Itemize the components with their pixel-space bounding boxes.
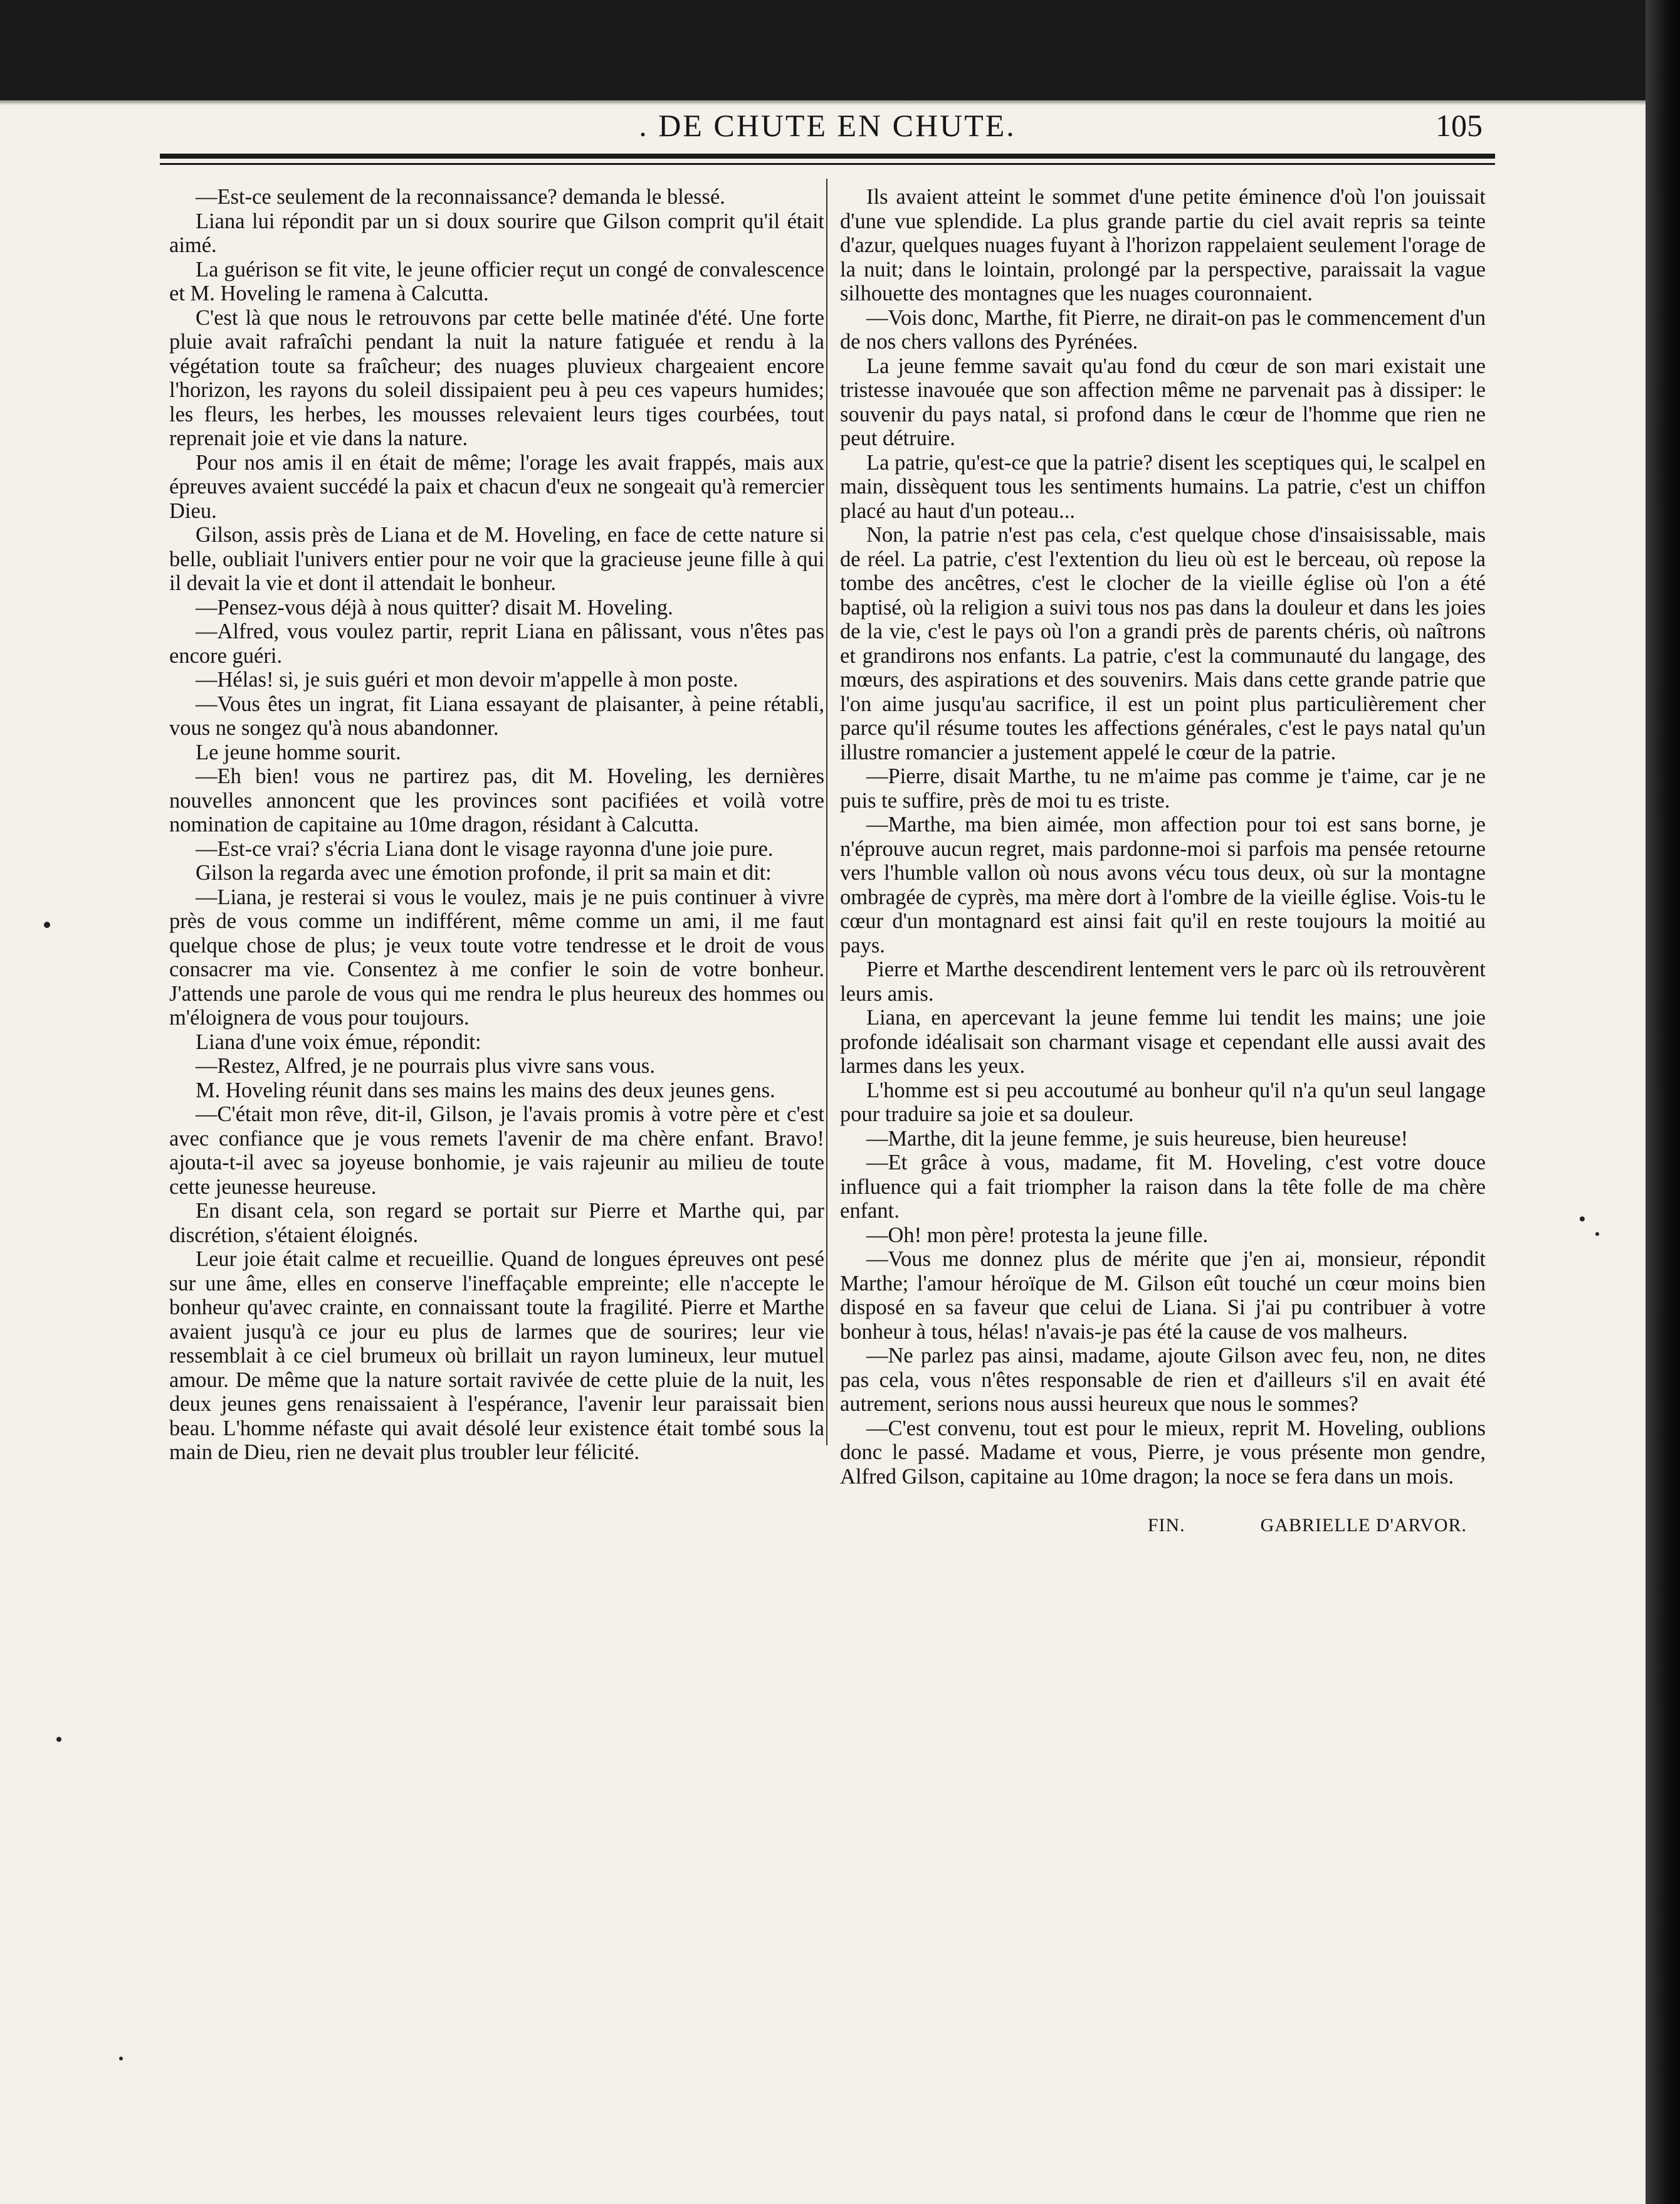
paragraph: La jeune femme savait qu'au fond du cœur de son mari existait une tristesse inavouée que son affection même ne parvenait pas à dissiper: le souvenir du pays natal, si profond dans le cœur de l'homme que rien ne peut détruire.: [840, 354, 1486, 450]
paragraph: —Pensez-vous déjà à nous quitter? disait M. Hoveling.: [196, 595, 673, 620]
scan-speck: [1595, 1232, 1599, 1236]
signature-line: [840, 1514, 1486, 1538]
page-number: 105: [1436, 108, 1483, 143]
paragraph: —Et grâce à vous, madame, fit M. Hoveling, c'est votre douce influence qui a fait triompher la raison dans la tête folle de ma chère enfant.: [840, 1151, 1486, 1223]
scan-speck: [1580, 1216, 1585, 1221]
paragraph: Liana d'une voix émue, répondit:: [196, 1030, 481, 1054]
paragraph: La patrie, qu'est-ce que la patrie? disent les sceptiques qui, le scalpel en main, dissèquent tous les sentiments humains. La patrie, c'est un chiffon placé au haut d'un poteau...: [840, 450, 1486, 523]
paragraph: —Est-ce seulement de la reconnaissance? demanda le blessé.: [196, 185, 725, 209]
paragraph: —C'est convenu, tout est pour le mieux, reprit M. Hoveling, oublions donc le passé. Madame et vous, Pierre, je vous présente mon gendre, Alfred Gilson, capitaine au 10me dragon; la noce se fera dans un mois.: [840, 1416, 1486, 1489]
paragraph: —Liana, je resterai si vous le voulez, mais je ne puis continuer à vivre près de vous comme un indifférent, même comme un ami, il me faut quelque chose de plus; je veux toute votre tendresse et le droit de vous consacrer ma vie. Consentez à me confier le soin de votre bonheur. J'attends une parole de vous qui me rendra le plus heureux des hommes ou m'éloignera de vous pour toujours.: [169, 885, 824, 1030]
scan-speck: [44, 922, 50, 928]
paragraph: Pour nos amis il en était de même; l'orage les avait frappés, mais aux épreuves avaient succédé la paix et chacun d'eux ne songeait qu'à remercier Dieu.: [169, 450, 824, 523]
paragraph: En disant cela, son regard se portait sur Pierre et Marthe qui, par discrétion, s'étaient éloignés.: [169, 1199, 824, 1247]
paragraph: L'homme est si peu accoutumé au bonheur qu'il n'a qu'un seul langage pour traduire sa joie et sa douleur.: [840, 1078, 1486, 1126]
scan-top-edge: [0, 0, 1680, 100]
scan-right-edge: [1646, 0, 1680, 2204]
header-rule-thin: [160, 163, 1495, 165]
paragraph: —Hélas! si, je suis guéri et mon devoir m'appelle à mon poste.: [196, 668, 738, 692]
paragraph: —C'était mon rêve, dit-il, Gilson, je l'avais promis à votre père et c'est avec confiance que je vous remets l'avenir de ma chère enfant. Bravo! ajouta-t-il avec sa joyeuse bonhomie, je vais rajeunir au milieu de toute cette jeunesse heureuse.: [169, 1102, 824, 1199]
paragraph: —Vous me donnez plus de mérite que j'en ai, monsieur, répondit Marthe; l'amour héroïque de M. Gilson eût touché un cœur moins bien disposé en sa faveur que celui de Liana. Si j'ai pu contribuer à votre bonheur à tous, hélas! n'avais-je pas été la cause de vos malheurs.: [840, 1247, 1486, 1344]
scan-speck: [56, 1737, 61, 1742]
left-column: [169, 185, 824, 1465]
book-page: [160, 103, 1495, 2141]
paragraph: —Restez, Alfred, je ne pourrais plus vivre sans vous.: [196, 1054, 655, 1078]
paragraph: —Oh! mon père! protesta la jeune fille.: [866, 1223, 1209, 1247]
paragraph: Leur joie était calme et recueillie. Quand de longues épreuves ont pesé sur une âme, elles en conserve l'ineffaçable empreinte; elle n'accepte le bonheur qu'avec crainte, en connaissant toute la fragilité. Pierre et Marthe avaient jusqu'à ce jour eu plus de larmes que de sourires; leur vie ressemblait à ce ciel brumeux où brillait un rayon lumineux, leur mutuel amour. De même que la nature sortait ravivée de cette pluie de la nuit, les deux jeunes gens renaissaient à l'espérance, l'avenir leur paraissait bien beau. L'homme néfaste qui avait désolé leur existence était tombé sous la main de Dieu, rien ne devait plus troubler leur félicité.: [169, 1247, 824, 1464]
scan-speck: [119, 2057, 123, 2060]
header-rule-thick: [160, 154, 1495, 159]
column-divider: [826, 179, 827, 1445]
paragraph: —Marthe, ma bien aimée, mon affection pour toi est sans borne, je n'éprouve aucun regret, mais pardonne-moi si parfois ma pensée retourne vers l'humble vallon où nous avons vécu tous deux, où sur la montagne ombragée de cyprès, ma mère dort à l'ombre de la vieille église. Vois-tu le cœur d'un montagnard est ainsi fait qu'il en reste toujours la moitié au pays.: [840, 813, 1486, 957]
paragraph: Gilson la regarda avec une émotion profonde, il prit sa main et dit:: [196, 861, 772, 885]
paragraph: —Est-ce vrai? s'écria Liana dont le visage rayonna d'une joie pure.: [196, 836, 774, 861]
author-signature: GABRIELLE D'ARVOR.: [1260, 1515, 1467, 1536]
paragraph: Le jeune homme sourit.: [196, 740, 401, 764]
paragraph: Gilson, assis près de Liana et de M. Hoveling, en face de cette nature si belle, oubliait l'univers entier pour ne voir que la gracieuse jeune fille à qui il devait la vie et dont il attendait le bonheur.: [169, 523, 824, 595]
paragraph: La guérison se fit vite, le jeune officier reçut un congé de convalescence et M. Hoveling le ramena à Calcutta.: [169, 257, 824, 305]
paragraph: —Vous êtes un ingrat, fit Liana essayant de plaisanter, à peine rétabli, vous ne songez qu'à nous abandonner.: [169, 692, 824, 740]
paragraph: Ils avaient atteint le sommet d'une petite éminence d'où l'on jouissait d'une vue splendide. La plus grande partie du ciel avait repris sa teinte d'azur, quelques nuages fuyant à l'horizon rappelaient seulement l'orage de la nuit; dans le lointain, prolongé par la perspective, paraissait la vague silhouette des montagnes que les nuages couronnaient.: [840, 185, 1486, 305]
paragraph: —Alfred, vous voulez partir, reprit Liana en pâlissant, vous n'êtes pas encore guéri.: [169, 620, 824, 668]
end-mark: FIN.: [1147, 1515, 1185, 1536]
paragraph: Pierre et Marthe descendirent lentement vers le parc où ils retrouvèrent leurs amis.: [840, 957, 1486, 1006]
paragraph: Non, la patrie n'est pas cela, c'est quelque chose d'insaisissable, mais de réel. La patrie, c'est l'extention du lieu où est le berceau, où repose la tombe des ancêtres, c'est le clocher de la vieille église où l'on a été baptisé, où la religion a suivi tous nos pas dans la douleur et dans les joies de la vie, c'est le pays où l'on a grandi près de parents chéris, où naîtrons et grandirons nos enfants. La patrie, c'est la communauté du langage, des mœurs, des aspirations et des souvenirs. Mais dans cette grande patrie que l'on aime jusqu'au sacrifice, il est un point plus particulièrement cher parce qu'il résume toutes les affections générales, c'est le pays natal qu'un illustre romancier a justement appelé le cœur de la patrie.: [840, 523, 1486, 764]
paragraph: —Eh bien! vous ne partirez pas, dit M. Hoveling, les dernières nouvelles annoncent que les provinces sont pacifiées et voilà votre nomination de capitaine au 10me dragon, résidant à Calcutta.: [169, 764, 824, 836]
paragraph: Liana, en apercevant la jeune femme lui tendit les mains; une joie profonde idéalisait son charmant visage et cependant elle aussi avait des larmes dans les yeux.: [840, 1006, 1486, 1078]
running-title: . DE CHUTE EN CHUTE.: [639, 108, 1016, 143]
paragraph: Liana lui répondit par un si doux sourire que Gilson comprit qu'il était aimé.: [169, 209, 824, 257]
right-column: [840, 185, 1486, 1538]
paragraph: M. Hoveling réunit dans ses mains les mains des deux jeunes gens.: [196, 1078, 775, 1102]
paragraph: —Marthe, dit la jeune femme, je suis heureuse, bien heureuse!: [866, 1126, 1409, 1151]
paragraph: —Vois donc, Marthe, fit Pierre, ne dirait-on pas le commencement d'un de nos chers vallons des Pyrénées.: [840, 305, 1486, 354]
paragraph: —Pierre, disait Marthe, tu ne m'aime pas comme je t'aime, car je ne puis te suffire, près de moi tu es triste.: [840, 764, 1486, 813]
paragraph: —Ne parlez pas ainsi, madame, ajoute Gilson avec feu, non, ne dites pas cela, vous n'êtes responsable de rien et d'ailleurs s'il en avait été autrement, serions nous aussi heureux que nous le sommes?: [840, 1344, 1486, 1416]
paragraph: C'est là que nous le retrouvons par cette belle matinée d'été. Une forte pluie avait rafraîchi pendant la nuit la nature fatiguée et rendu à la végétation toute sa fraîcheur; des nuages pluvieux chargeaient encore l'horizon, les rayons du soleil dissipaient peu à peu ces vapeurs humides; les fleurs, les herbes, les mousses relevaient leurs tiges courbées, tout reprenait joie et vie dans la nature.: [169, 305, 824, 450]
